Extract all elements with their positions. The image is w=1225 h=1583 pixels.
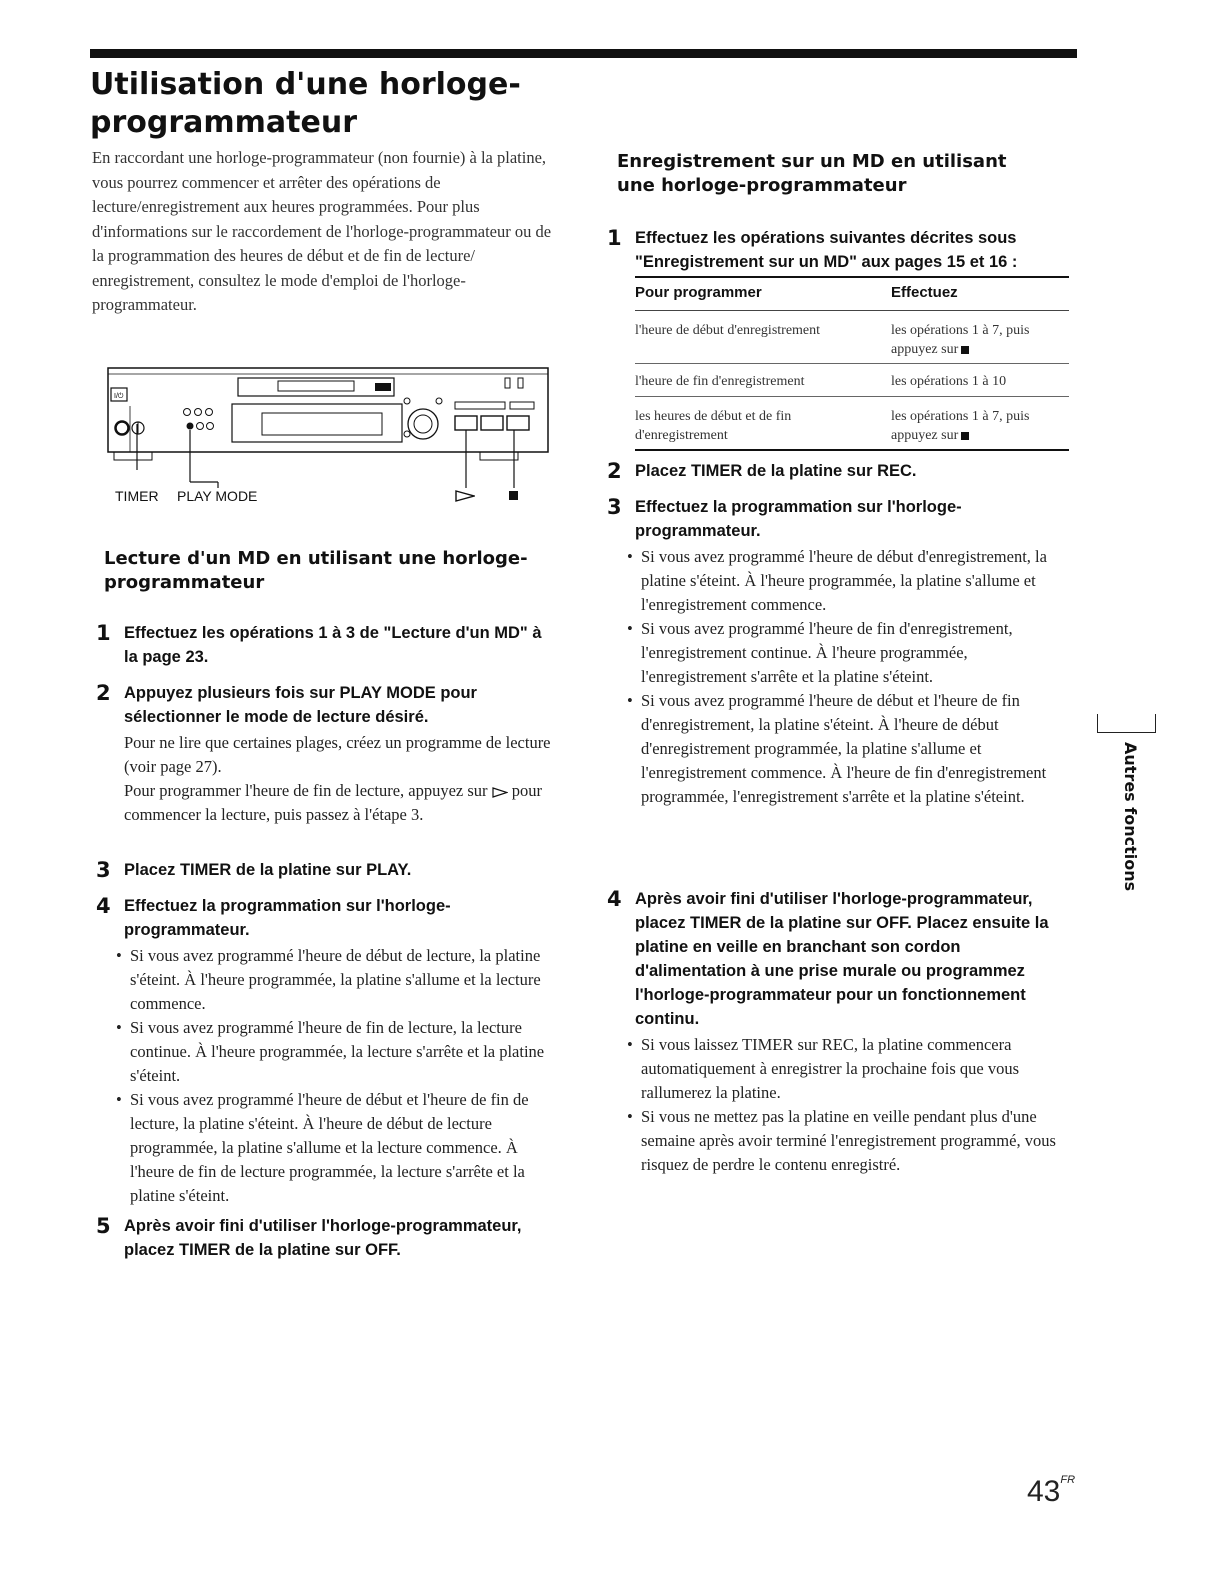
right-step-1 xyxy=(607,226,1067,274)
table-cell: les opérations 1 à 10 xyxy=(891,374,1007,389)
right-step-2 xyxy=(607,459,1067,483)
play-icon xyxy=(492,787,508,798)
step-text: Effectuez la programmation sur l'horloge-programmateur. xyxy=(124,897,451,939)
table-header-row xyxy=(635,276,1069,311)
list-item xyxy=(627,617,1069,689)
md-deck-illustration xyxy=(100,356,550,516)
list-item xyxy=(627,1033,1072,1105)
table-row xyxy=(635,364,1069,397)
bullet-dot: • xyxy=(627,1035,633,1054)
svg-text:I/⏻: I/⏻ xyxy=(114,393,124,400)
stop-icon xyxy=(961,346,969,354)
step-paragraph: Pour ne lire que certaines plages, créez un programme de lecture (voir page 27). xyxy=(124,733,551,776)
list-item xyxy=(116,944,558,1016)
step-number: 3 xyxy=(96,858,111,882)
play-icon xyxy=(455,490,475,502)
bullet-dot: • xyxy=(627,547,633,566)
table-header: Effectuez xyxy=(891,284,958,301)
table-cell: l'heure de début d'enregistrement xyxy=(635,323,821,338)
list-item xyxy=(627,1105,1072,1177)
table-cell: l'heure de fin d'enregistrement xyxy=(635,374,805,389)
bullet-list xyxy=(627,545,1069,809)
table-cell xyxy=(891,340,969,359)
step-text: Effectuez les opérations 1 à 3 de "Lecture d'un MD" à la page 23. xyxy=(124,624,542,666)
side-tab-marker xyxy=(1097,714,1156,733)
bullet-text: Si vous avez programmé l'heure de fin d'enregistrement, l'enregistrement continue. À l'heure programmée, l'enregistrement s'arrête et la platine s'éteint. xyxy=(641,619,1013,686)
bullet-text: Si vous avez programmé l'heure de début et l'heure de fin d'enregistrement, la platine s'éteint. À l'heure de début d'enregistrement programmée, la platine s'allume et l'enregistrement commence. À l'heure de fin d'enregistrement programmée, l'enregistrement s'arrête et la platine s'éteint. xyxy=(641,691,1047,806)
page-number xyxy=(1027,1474,1075,1509)
table-cell: les opérations 1 à 7, puis xyxy=(891,409,1030,424)
table-cell xyxy=(891,426,969,445)
label-timer: TIMER xyxy=(115,488,159,504)
step-number: 3 xyxy=(607,495,622,519)
step-text: Appuyez plusieurs fois sur PLAY MODE pour sélectionner le mode de lecture désiré. xyxy=(124,684,477,726)
programming-table xyxy=(635,276,1069,451)
stop-icon xyxy=(509,491,518,500)
step-text: Placez TIMER de la platine sur REC. xyxy=(635,462,917,480)
left-step-5 xyxy=(96,1214,561,1262)
step-text: Après avoir fini d'utiliser l'horloge-programmateur, placez TIMER de la platine sur OFF. Placez ensuite la platine en veille en branchant son cordon d'alimentation à une prise murale ou programmez l'horloge-programmateur pour un fonctionnement continu. xyxy=(635,890,1049,1028)
step-text: Effectuez la programmation sur l'horloge-programmateur. xyxy=(635,498,962,540)
bullet-dot: • xyxy=(116,1018,122,1037)
cell-text: appuyez sur xyxy=(891,342,959,357)
top-rule xyxy=(90,49,1077,58)
list-item xyxy=(627,545,1069,617)
step-paragraph xyxy=(124,779,558,827)
bullet-text: Si vous avez programmé l'heure de début d'enregistrement, la platine s'éteint. À l'heure programmée, la platine s'allume et l'enregistrement commence. xyxy=(641,547,1047,614)
step-text: Après avoir fini d'utiliser l'horloge-programmateur, placez TIMER de la platine sur OFF. xyxy=(124,1217,522,1259)
list-item xyxy=(627,689,1069,809)
bullet-text: Si vous avez programmé l'heure de début et l'heure de fin de lecture, la platine s'éteint. À l'heure de début de lecture programmée, la platine s'allume et la lecture commence. À l'heure de fin de lecture programmée, la lecture s'arrête et la platine s'éteint. xyxy=(130,1090,529,1205)
step-number: 1 xyxy=(607,226,622,250)
stop-icon xyxy=(961,432,969,440)
bullet-dot: • xyxy=(116,1090,122,1109)
bullet-dot: • xyxy=(627,1107,633,1126)
table-cell: les heures de début et de fin d'enregistrement xyxy=(635,409,792,443)
side-tab-label: Autres fonctions xyxy=(1121,742,1140,892)
bullet-text: Si vous avez programmé l'heure de fin de lecture, la lecture continue. À l'heure programmée, la lecture s'arrête et la platine s'éteint. xyxy=(130,1018,545,1085)
table-row xyxy=(635,311,1069,364)
table-header: Pour programmer xyxy=(635,284,762,301)
cell-text: appuyez sur xyxy=(891,428,959,443)
bullet-dot: • xyxy=(116,946,122,965)
step-number: 2 xyxy=(96,681,111,705)
list-item xyxy=(116,1088,558,1208)
page-number-suffix: FR xyxy=(1060,1474,1076,1486)
intro-paragraph: En raccordant une horloge-programmateur (non fournie) à la platine, vous pourrez commencer et arrêter des opérations de lecture/enregistrement aux heures programmées. Pour plus d'informations sur le raccordement de l'horloge-programmateur ou de la programmation des heures de début et de fin de lecture/ enregistrement, consultez le mode d'emploi de l'horloge-programmateur. xyxy=(92,148,552,314)
bullet-text: Si vous ne mettez pas la platine en veille pendant plus d'une semaine après avoir terminé l'enregistrement programmé, vous risquez de perdre le contenu enregistré. xyxy=(641,1107,1056,1174)
step-text: Effectuez les opérations suivantes décrites sous "Enregistrement sur un MD" aux pages 15 et 16 : xyxy=(635,229,1018,271)
step-number: 1 xyxy=(96,621,111,645)
bullet-text: Si vous avez programmé l'heure de début de lecture, la platine s'éteint. À l'heure programmée, la platine s'allume et la lecture commence. xyxy=(130,946,541,1013)
label-play-mode: PLAY MODE xyxy=(177,488,258,504)
step-number: 4 xyxy=(607,887,622,911)
right-step-4 xyxy=(607,887,1072,1177)
right-section-heading: Enregistrement sur un MD en utilisant une horloge-programmateur xyxy=(617,151,1007,196)
page-number-value: 43 xyxy=(1027,1475,1061,1508)
table-row xyxy=(635,397,1069,451)
left-step-2 xyxy=(96,681,558,827)
paragraph-part: Pour programmer l'heure de fin de lecture, appuyez sur xyxy=(124,781,488,800)
paragraph-part: pour commencer la lecture, puis passez à l'étape 3. xyxy=(124,781,543,824)
step-text: Placez TIMER de la platine sur PLAY. xyxy=(124,861,412,879)
bullet-list xyxy=(627,1033,1072,1177)
step-number: 4 xyxy=(96,894,111,918)
page-title: Utilisation d'une horloge-programmateur xyxy=(90,67,521,140)
left-section-heading: Lecture d'un MD en utilisant une horloge-programmateur xyxy=(104,548,528,593)
list-item xyxy=(116,1016,558,1088)
right-step-3 xyxy=(607,495,1069,809)
table-cell: les opérations 1 à 7, puis xyxy=(891,323,1030,338)
bullet-dot: • xyxy=(627,691,633,710)
bullet-dot: • xyxy=(627,619,633,638)
bullet-text: Si vous laissez TIMER sur REC, la platine commencera automatiquement à enregistrer la prochaine fois que vous rallumerez la platine. xyxy=(641,1035,1019,1102)
left-step-1 xyxy=(96,621,556,669)
left-step-4 xyxy=(96,894,558,1208)
step-number: 5 xyxy=(96,1214,111,1238)
left-step-3 xyxy=(96,858,556,882)
bullet-list xyxy=(116,944,558,1208)
step-number: 2 xyxy=(607,459,622,483)
